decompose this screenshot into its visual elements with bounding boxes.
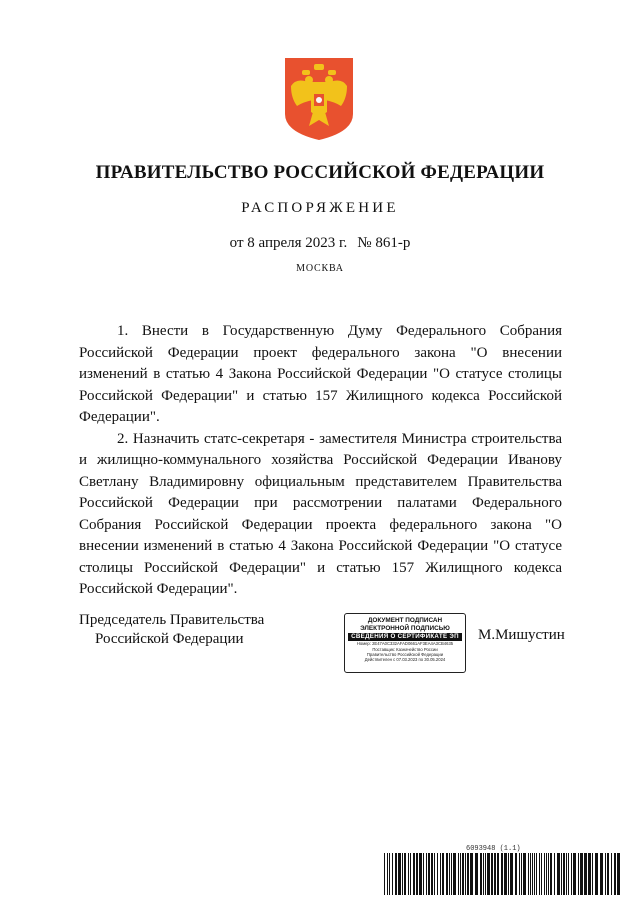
city-name: МОСКВА (296, 263, 344, 274)
body-paragraph-1: 1. Внести в Государственную Думу Федерального Собрания Российской Федерации проект федерального закона "О внесении изменений в статью 4 Закона Российской Федерации "О статусе столицы Российской Федерации" и статью 157 Жилищного кодекса Российской Федерации". (79, 323, 562, 425)
signatory-position (79, 611, 264, 649)
barcode-number: 6093948 (1.1) (466, 845, 521, 853)
document-date-line (0, 235, 640, 252)
document-type: РАСПОРЯЖЕНИЕ (241, 200, 399, 216)
signatory-position-line-1: Председатель Правительства (79, 612, 265, 628)
stamp-serial: Номер: 2E47A0C332AFAD0661AF3EA4A3CB4635 (356, 641, 454, 646)
document-number: № 861-р (357, 235, 411, 251)
stamp-owner: Правительство Российской Федерации (366, 652, 444, 657)
document-body (79, 321, 562, 601)
document-date: от 8 апреля 2023 г. (229, 235, 348, 251)
electronic-signature-stamp (344, 613, 466, 673)
barcode-graphic (384, 853, 622, 895)
government-title: ПРАВИТЕЛЬСТВО РОССИЙСКОЙ ФЕДЕРАЦИИ (95, 162, 545, 183)
stamp-issuer: Поставщик: Казначейство России (372, 647, 438, 652)
stamp-banner: СВЕДЕНИЯ О СЕРТИФИКАТЕ ЭП (348, 633, 462, 641)
signatory-name: М.Мишустин (478, 627, 565, 643)
signatory-position-line-2: Российской Федерации (95, 631, 244, 647)
stamp-title-line-1: ДОКУМЕНТ ПОДПИСАН (367, 617, 443, 624)
body-paragraph-2: 2. Назначить статс-секретаря - заместителя Министра строительства и жилищно-коммунального хозяйства Российской Федерации Иванову Светлану Владимировну официальным представителем Правительства Российской Федерации при рассмотрении палатами Федерального Собрания Российской Федерации проекта федерального закона "О внесении изменений в статью 4 Закона Российской Федерации "О статусе столицы Российской Федерации" и статью 157 Жилищного кодекса Российской Федерации". (79, 430, 562, 597)
coat-of-arms-emblem (283, 56, 355, 142)
stamp-validity: Действителен с 07.03.2023 по 30.05.2024 (364, 657, 446, 662)
stamp-title-line-2: ЭЛЕКТРОННОЙ ПОДПИСЬЮ (360, 624, 450, 632)
